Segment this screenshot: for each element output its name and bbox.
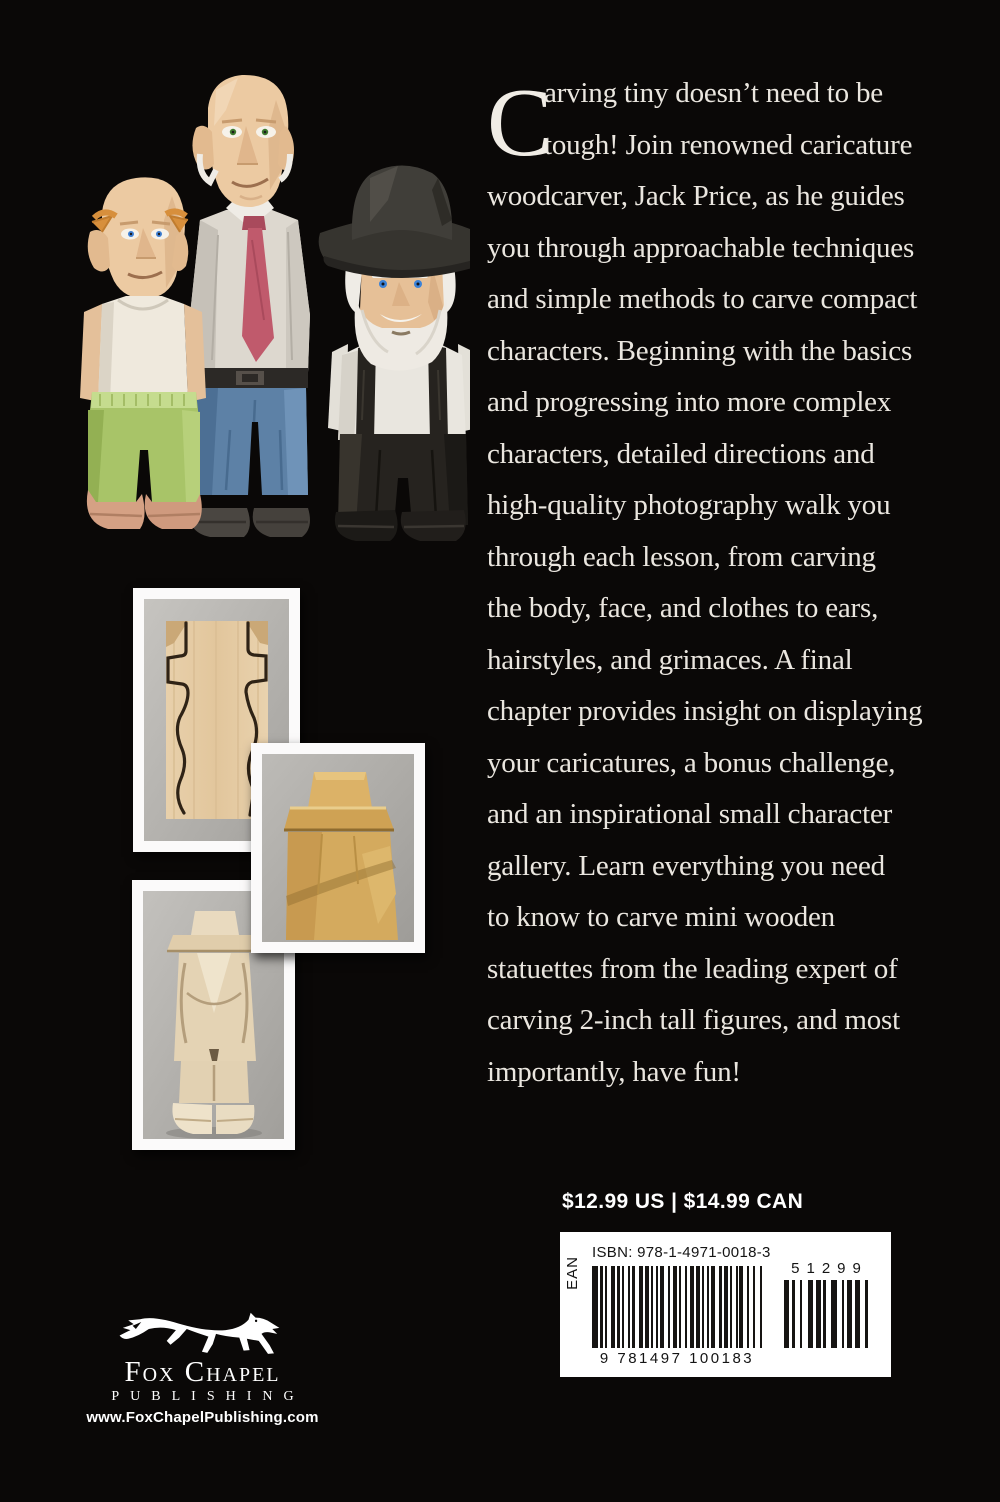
roughed-blank-illustration <box>262 754 414 942</box>
barcode-digits: 9 781497 100183 <box>599 1350 755 1367</box>
back-cover-description <box>487 68 952 1098</box>
description-line: the body, face, and clothes to ears, <box>487 592 879 624</box>
barcode-bar <box>760 1266 762 1348</box>
description-line: through each lesson, from carving <box>487 540 876 573</box>
description-line: tough! Join renowned caricature <box>544 128 913 161</box>
running-fox-icon <box>113 1303 293 1355</box>
addon-barcode <box>784 1280 868 1348</box>
description-line: importantly, have fun! <box>487 1055 741 1088</box>
publisher-name: Fox Chapel <box>124 1356 281 1388</box>
publisher-logo-block <box>80 1303 325 1426</box>
barcode-block <box>560 1232 891 1377</box>
ean-label: EAN <box>564 1256 581 1290</box>
price-line: $12.99 US | $14.99 CAN <box>562 1190 804 1213</box>
barcode-bar <box>865 1280 868 1348</box>
description-line: you through approachable techniques <box>487 231 915 264</box>
description-line: and simple methods to carve compact <box>487 283 918 315</box>
description-line: and progressing into more complex <box>487 386 892 418</box>
description-line: your caricatures, a bonus challenge, <box>487 746 896 779</box>
ean-barcode <box>592 1266 762 1348</box>
drop-cap: C <box>487 69 553 177</box>
description-line: carving 2-inch tall figures, and most <box>487 1004 900 1036</box>
figure-man-with-hat <box>319 166 470 542</box>
description-line: gallery. Learn everything you need <box>487 849 885 882</box>
description-line: characters. Beginning with the basics <box>487 334 913 367</box>
isbn-number: ISBN: 978-1-4971-0018-3 <box>592 1244 771 1261</box>
description-line: arving tiny doesn’t need to be <box>544 77 883 109</box>
description-line: and an inspirational small character <box>487 798 893 830</box>
description-line: statuettes from the leading expert of <box>487 952 898 985</box>
figure-man-with-tie <box>189 75 310 537</box>
description-line: high-quality photography walk you <box>487 489 891 521</box>
publisher-subtitle: PUBLISHING <box>111 1389 305 1404</box>
description-line: woodcarver, Jack Price, as he guides <box>487 180 905 212</box>
figure-man-in-tank-top <box>80 177 206 529</box>
addon-digits: 51299 <box>791 1260 868 1277</box>
description-line: characters, detailed directions and <box>487 437 875 470</box>
description-line: hairstyles, and grimaces. A final <box>487 643 853 676</box>
carved-figures-photo <box>40 70 470 545</box>
roughed-blank-photo <box>251 743 425 953</box>
description-line: chapter provides insight on displaying <box>487 695 923 727</box>
description-line: to know to carve mini wooden <box>487 901 835 933</box>
description-lines <box>487 68 952 1098</box>
publisher-website: www.FoxChapelPublishing.com <box>86 1409 319 1426</box>
